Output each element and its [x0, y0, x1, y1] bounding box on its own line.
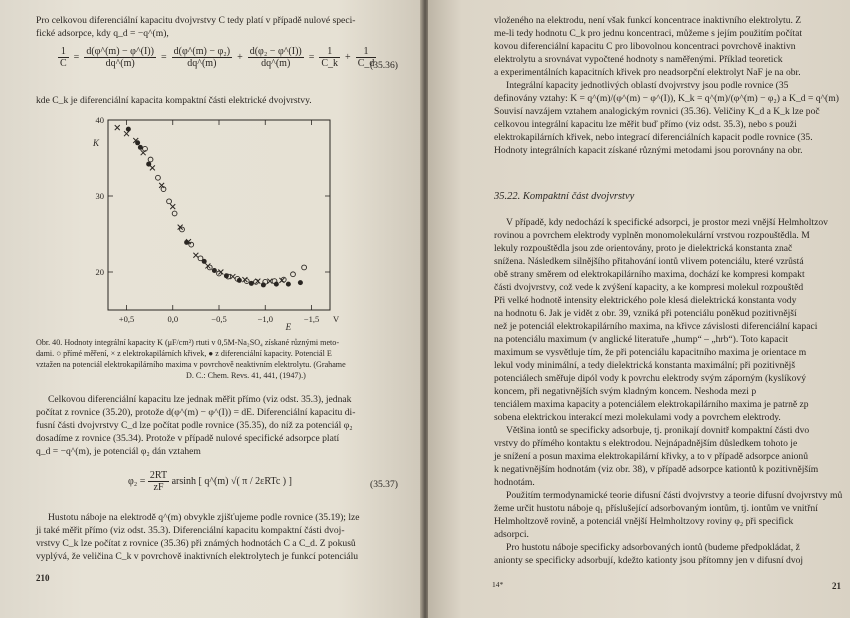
page-number-right: 21 — [832, 581, 841, 591]
paragraph-line: a experimentálních kapacitních křivek pro neadsorpční elektrolyt NaF je na obr. — [494, 67, 801, 78]
paragraph-line: na potenciálu maximum (v anglické literatuře „hump“ – „hrb“). Toto kapacit — [494, 334, 789, 345]
paragraph-line: tenciálem maxima kapacity a potenciálem elektrokapilárního maxima je patrně zp — [494, 399, 809, 410]
eq37-body: arsinh [ q^(m) √( π / 2εRTc ) ] — [171, 475, 292, 487]
paragraph-line: me-li tedy hodnotu C_k pro jednu koncentraci, můžeme s jejím použitím počítat — [494, 28, 802, 39]
data-point-open-circle — [291, 272, 296, 277]
paragraph-line: elektrolytu a srovnávat vypočtené hodnoty s naměřenými. Příklad teoretick — [494, 54, 783, 65]
paragraph-line: Hodnoty integrálních kapacit získané různými metodami jsou porovnány na obr. — [494, 145, 803, 156]
data-point-filled-circle — [146, 162, 151, 167]
x-tick-label: 0,0 — [167, 314, 179, 324]
paragraph-line: k negativnějším hodnotám (viz obr. 38), v případě adsorpce kationtů k pozitivnějším — [494, 464, 819, 475]
paragraph-line: Při velké hodnotě intensity elektrického pole klesá dielektrická konstanta vody — [494, 295, 797, 306]
equation-35-36: $\frac{1}{C}$ = $\frac{d(\varphi\^{}(m) - \varphi\^{}(I))}{dq\^{}(m)}$ = $\frac{\text{d(φ\textasciicircum{}(m) − φ₂)}}{dq\^{}(m)}$ + $\frac{\text{d(φ₂ − φ\textasciicircum{}(I))}}{dq\^{}(m)}$ = $\frac{1}{C\_k}$ + $\frac{1}{C\_d}$ — [60, 46, 375, 69]
signature-mark: 14* — [492, 580, 504, 589]
paragraph-line: Celkovou diferenciální kapacitu lze jednak měřit přímo (viz odst. 35.3), jednak — [48, 394, 352, 405]
data-point-filled-circle — [202, 259, 207, 264]
paragraph-line: Helmholtzově rovině, a potenciál vnější Helmholtzovy roviny φ₂ při specifick — [494, 516, 794, 527]
eq37-lhs: φ₂ = — [128, 475, 146, 487]
eq36-term5-num: 1 — [356, 46, 377, 58]
paragraph-line: V případě, kdy nedochází k specifické adsorpci, je prostor mezi vnější Helmholtzov — [506, 217, 828, 228]
data-point-open-circle — [172, 211, 177, 216]
paragraph-line: fusní části dvojvrstvy C_d lze počítat podle rovnice (35.35), do níž za potenciál φ₂ — [36, 420, 353, 431]
caption-line: Obr. 40. Hodnoty integrální kapacity K (μF/cm²) rtuti v 0,5M-Na₂SO₄ získané různými meto- — [36, 338, 340, 347]
equation-number-35-37: (35.37) — [370, 479, 398, 490]
figure-40-caption — [36, 337, 410, 381]
paragraph-line: celkovou integrální kapacitu lze měřit buď přímo (viz odst. 35.3), nebo s použi — [494, 119, 797, 130]
x-axis-unit: V — [333, 314, 340, 324]
paragraph-line: koncem, při negativnějších svým kladným koncem. Neshoda mezi p — [494, 386, 757, 397]
y-axis-label: K — [92, 137, 100, 148]
paragraph-line: ji také měřit přímo (viz odst. 35.3). Diferenciální kapacitu kompaktní části dvoj- — [36, 525, 345, 536]
x-tick-label: −1,5 — [303, 314, 320, 324]
right-body-block — [494, 216, 842, 567]
caption-line: vztažen na potenciál elektrokapilárního maxima v povrchově neaktivním elektrolytu. (Grahame — [36, 360, 346, 369]
y-tick-label: 30 — [95, 191, 104, 201]
paragraph-line: na hodnotu 6. Jak je vidět z obr. 39, vzniká při potenciálu poněkud pozitivnější — [494, 308, 797, 319]
paragraph-line: Pro hustotu náboje specificky adsorbovaných iontů (budeme předpokládat, ž — [506, 542, 800, 553]
left-page — [0, 0, 422, 618]
paragraph-1 — [36, 393, 410, 458]
data-point-filled-circle — [261, 282, 266, 287]
figure-40-chart — [78, 112, 360, 334]
eq36-term1-num: d(φ^(m) − φ^(I)) — [86, 46, 154, 57]
eq36-term1-den: dq^(m) — [105, 58, 135, 69]
data-point-cross — [242, 277, 247, 282]
paragraph-line: lekul vody minimální, a tedy dielektrická konstanta maximální; při pozitivnějš — [494, 360, 796, 371]
eq36-term4-num: 1 — [319, 46, 340, 58]
paragraph-line: vyplývá, že veličina C_k v povrchově inaktivních elektrolytech je funkcí potenciálu — [36, 551, 359, 562]
data-point-cross — [150, 165, 155, 170]
eq36-lhs-den: C — [60, 58, 67, 69]
data-point-cross — [115, 125, 120, 130]
data-point-filled-circle — [298, 280, 303, 285]
x-tick-label: +0,5 — [118, 314, 135, 324]
caption-line: D. C.: Chem. Revs. 41, 441, (1947).) — [186, 371, 306, 380]
paragraph-line: vrstvy do přímého kontaktu s elektrodou. Nejnápadnějším důsledkem tohoto je — [494, 438, 798, 449]
data-point-cross — [170, 204, 175, 209]
right-top-block — [494, 14, 839, 157]
paragraph-line: maximum se vysvětluje tím, že při potenciálu kapacitního maxima je orientace m — [494, 347, 807, 358]
data-point-filled-circle — [249, 281, 254, 286]
data-point-open-circle — [302, 265, 307, 270]
data-point-filled-circle — [126, 127, 131, 132]
paragraph-line: vrstvy C_k lze počítat z rovnice (35.36) při známých hodnotách C a C_d. Z pokusů — [36, 538, 356, 549]
x-tick-label: −1,0 — [257, 314, 273, 324]
eq36-term2-num: d(φ^(m) − φ₂) — [173, 46, 231, 57]
paragraph-line: definovány vztahy: K = q^(m)/(φ^(m) − φ^(I)), K_k = q^(m)/(φ^(m) − φ₂) a K_d = q^(m) — [494, 93, 839, 104]
data-point-filled-circle — [286, 282, 291, 287]
paragraph-line: než je potenciál elektrokapilárního maxima, na křivce závislosti diferenciální kapaci — [494, 321, 818, 332]
data-point-filled-circle — [184, 240, 189, 245]
data-point-cross — [218, 270, 223, 275]
data-point-cross — [267, 279, 272, 284]
intro-line-2: fické adsorpce, kdy q_d = −q^(m), — [36, 28, 169, 39]
paragraph-line: Většina iontů se specificky adsorbuje, tj. pronikají dovnitř kompaktní části dvo — [506, 425, 810, 436]
paragraph-line: vloženého na elektrodu, není však funkcí koncentrace inaktivního elektrolytu. Z — [494, 15, 802, 26]
equation-number-35-36: (35.36) — [370, 60, 398, 71]
paragraph-line: rovinou a povrchem elektrody vyplněn monomolekulární vrstvou rozpouštědla. M — [494, 230, 810, 241]
data-point-filled-circle — [224, 273, 229, 278]
paragraph-line: obě strany směrem od elektrokapilárního maxima, dochází ke kompresi kompakt — [494, 269, 805, 280]
paragraph-line: dosadíme z rovnice (35.34). Protože v případě nulové specifické adsorpce platí — [36, 433, 340, 444]
paragraph-line: Hustotu náboje na elektrodě q^(m) obvykle zjišťujeme podle rovnice (35.19); lze — [48, 512, 360, 523]
paragraph-line: lekuly rozpouštědla jsou zde orientovány, proto je dielektrická konstanta znač — [494, 243, 793, 254]
paragraph-line: části dvojvrstvy, což vede k zvýšení kapacity, a ke kompresi molekul rozpouštěd — [494, 282, 804, 293]
paragraph-line: Použitím termodynamické teorie difusní části dvojvrstvy a teorie difusní dvojvrstvy mů — [506, 490, 843, 501]
data-point-open-circle — [156, 175, 161, 180]
y-tick-label: 40 — [95, 115, 104, 125]
paragraph-line: anionty se specificky adsorbují, kdežto kationty jsou přítomny jen v difusní dvoj — [494, 555, 804, 566]
paragraph-line: Souvisí navzájem vztahem analogickým rovnici (35.36). Veličiny K_d a K_k lze poč — [494, 106, 820, 117]
after-eq36-text: kde C_k je diferenciální kapacita kompaktní části elektrické dvojvrstvy. — [36, 95, 312, 106]
eq36-lhs-num: 1 — [58, 46, 69, 58]
data-point-filled-circle — [237, 278, 242, 283]
eq36-term3-den: dq^(m) — [261, 58, 291, 69]
equation-35-37 — [128, 470, 292, 493]
paragraph-line: je snížení a posun maxima elektrokapilární křivky, a to v případě adsorpce anionů — [494, 451, 809, 462]
data-point-cross — [205, 263, 210, 268]
y-tick-label: 20 — [95, 267, 104, 277]
intro-line-1: Pro celkovou diferenciální kapacitu dvojvrstvy C tedy platí v případě nulové speci- — [36, 15, 356, 26]
paragraph-line: žeme určit hustotu náboje q₁ příslušející adsorbovaným iontům, tj. iontům ve vnitřní — [494, 503, 818, 514]
data-point-filled-circle — [135, 140, 140, 145]
paragraph-line: Integrální kapacity jednotlivých oblastí dvojvrstvy jsou podle rovnice (35 — [506, 80, 789, 91]
data-point-filled-circle — [212, 268, 217, 273]
data-point-filled-circle — [274, 282, 279, 287]
eq37-den: zF — [153, 482, 164, 493]
eq36-term4-den: C_k — [321, 58, 339, 69]
eq36-term2-den: dq^(m) — [187, 58, 217, 69]
eq36-term3-num: d(φ₂ − φ^(I)) — [249, 46, 302, 57]
data-point-open-circle — [148, 157, 153, 162]
paragraph-2 — [36, 511, 410, 563]
eq37-num: 2RT — [149, 470, 168, 481]
paragraph-line: sobena elektrickou interakcí mezi molekulami vody a povrchem elektrody. — [494, 412, 781, 423]
right-page — [428, 0, 850, 618]
data-point-cross — [230, 274, 235, 279]
x-tick-label: −0,5 — [211, 314, 227, 324]
section-heading: 35.22. Kompaktní část dvojvrstvy — [494, 191, 635, 202]
paragraph-line: potenciálech směřuje dipól vody k povrchu elektrody svým záporným (kyslíkový — [494, 373, 806, 384]
paragraph-line: hodnotám. — [494, 477, 535, 488]
paragraph-line: počítat z rovnice (35.20), protože d(φ^(m) − φ^(I)) = dE. Diferenciální kapacitu di- — [36, 407, 356, 418]
data-point-open-circle — [167, 199, 172, 204]
x-axis-label: E — [285, 322, 292, 332]
page-number-left: 210 — [36, 573, 50, 583]
paragraph-line: q_d = −q^(m), je potenciál φ₂ dán vztahem — [36, 446, 201, 457]
paragraph-line: kovou diferenciální kapacitu C pro libovolnou koncentraci povrchově inaktivn — [494, 41, 796, 52]
data-point-cross — [124, 131, 129, 136]
data-point-cross — [193, 253, 198, 258]
paragraph-line: adsorpci. — [494, 529, 529, 540]
paragraph-line: snížena. Následkem silnějšího přitahování iontů vlivem potenciálu, které vzrůstá — [494, 256, 804, 267]
caption-line: dami. ○ přímé měření, × z elektrokapilárních křivek, ● z diferenciální kapacity. Potenciál E — [36, 349, 332, 358]
eq36-term5-den: C_d — [357, 58, 375, 69]
paragraph-line: elektrokapilárních křivek, nebo integrací diferenciálních kapacit podle rovnice (35. — [494, 132, 813, 143]
data-point-filled-circle — [138, 145, 143, 150]
